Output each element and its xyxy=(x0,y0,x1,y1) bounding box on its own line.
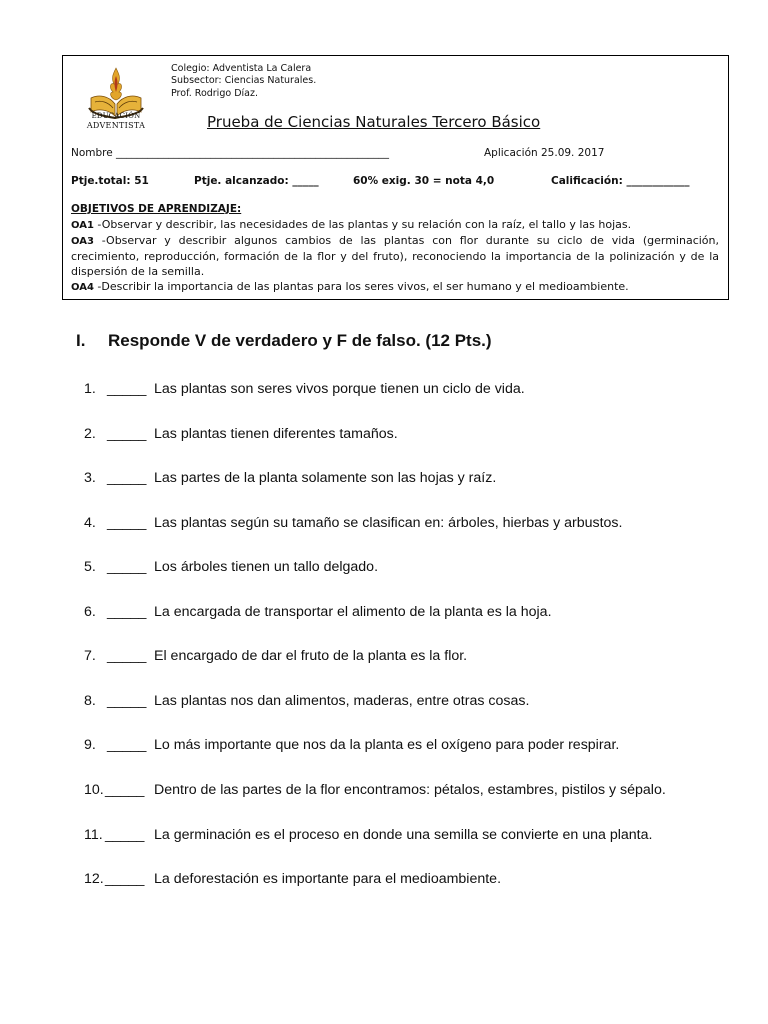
adventist-education-logo-icon xyxy=(83,64,149,142)
application-date: Aplicación 25.09. 2017 xyxy=(484,147,605,159)
question-number: 4. xyxy=(84,514,96,531)
question-number: 7. xyxy=(84,648,96,664)
section-title: Responde V de verdadero y F de falso. (12 Pts.) xyxy=(108,331,492,350)
question-text: La encargada de transportar el alimento de la planta es la hoja. xyxy=(154,603,552,620)
achieved-score-field[interactable]: Ptje. alcanzado: _____ xyxy=(194,175,319,187)
answer-blank[interactable]: _____ xyxy=(107,470,147,486)
grade-field[interactable]: Calificación: ____________ xyxy=(551,175,690,187)
section-number: I. xyxy=(76,331,86,350)
question-number: 5. xyxy=(84,559,96,575)
total-score: Ptje.total: 51 xyxy=(71,175,149,187)
objective-text: -Observar y describir algunos cambios de las plantas con flor durante su ciclo de vida (germinación, crecimiento, reproducción, formación de la flor y del fruto), reconociendo la importancia de la polinización y de la dispersión de la semilla. xyxy=(71,234,719,278)
question-number: 2. xyxy=(84,425,96,442)
answer-blank[interactable]: _____ xyxy=(107,648,147,664)
question-text: Las plantas según su tamaño se clasifican en: árboles, hierbas y arbustos. xyxy=(154,514,623,531)
question-number: 3. xyxy=(84,470,96,486)
answer-blank[interactable]: _____ xyxy=(107,559,147,575)
school-info xyxy=(171,63,316,100)
learning-objectives xyxy=(71,202,719,295)
test-title: Prueba de Ciencias Naturales Tercero Básico xyxy=(207,113,541,131)
objective-code: OA4 xyxy=(71,282,94,293)
objective-text: -Observar y describir, las necesidades de las plantas y su relación con la raíz, el tallo y las hojas. xyxy=(93,218,632,231)
answer-blank[interactable]: _____ xyxy=(107,425,147,442)
question-number: 12. xyxy=(84,871,104,887)
question-number: 1. xyxy=(84,381,96,397)
question-number: 9. xyxy=(84,737,96,753)
objective-item xyxy=(71,217,719,233)
question-text: Las plantas tienen diferentes tamaños. xyxy=(154,425,398,442)
teacher-name: Prof. Rodrigo Díaz. xyxy=(171,87,258,99)
answer-blank[interactable]: _____ xyxy=(105,871,145,887)
question-text: El encargado de dar el fruto de la planta es la flor. xyxy=(154,648,468,664)
answer-blank[interactable]: _____ xyxy=(107,603,147,620)
answer-blank[interactable]: _____ xyxy=(105,782,145,798)
objective-item xyxy=(71,233,719,279)
answer-blank[interactable]: _____ xyxy=(107,692,147,709)
question-text: Las plantas nos dan alimentos, maderas, entre otras cosas. xyxy=(154,692,530,709)
question-number: 6. xyxy=(84,603,96,620)
subject-name: Subsector: Ciencias Naturales. xyxy=(171,75,317,87)
question-text: Las partes de la planta solamente son las hojas y raíz. xyxy=(154,470,497,486)
objective-text: -Describir la importancia de las plantas para los seres vivos, el ser humano y el medioambiente. xyxy=(93,280,629,293)
question-text: La deforestación es importante para el medioambiente. xyxy=(154,871,502,887)
question-text: Los árboles tienen un tallo delgado. xyxy=(154,559,379,575)
objective-item xyxy=(71,279,719,295)
answer-blank[interactable]: _____ xyxy=(107,514,147,531)
objectives-title: OBJETIVOS DE APRENDIZAJE: xyxy=(71,203,242,215)
question-text: Las plantas son seres vivos porque tienen un ciclo de vida. xyxy=(154,381,525,397)
question-text: La germinación es el proceso en donde una semilla se convierte en una planta. xyxy=(154,826,653,843)
objective-code: OA3 xyxy=(71,236,94,247)
logo-text-line2: ADVENTISTA xyxy=(86,121,146,130)
passing-requirement: 60% exig. 30 = nota 4,0 xyxy=(353,175,495,187)
school-name: Colegio: Adventista La Calera xyxy=(171,63,312,74)
question-text: Lo más importante que nos da la planta es el oxígeno para poder respirar. xyxy=(154,737,620,753)
student-name-field[interactable]: Nombre ____________________________________________________ xyxy=(71,147,390,159)
test-header-box xyxy=(62,55,729,300)
question-number: 11. xyxy=(84,826,103,843)
objective-code: OA1 xyxy=(71,220,94,231)
question-number: 10. xyxy=(84,782,104,798)
question-text: Dentro de las partes de la flor encontramos: pétalos, estambres, pistilos y sépalo. xyxy=(154,782,666,798)
answer-blank[interactable]: _____ xyxy=(105,826,145,843)
logo-text-line1: EDUCACIÓN xyxy=(91,112,141,120)
question-number: 8. xyxy=(84,692,96,709)
answer-blank[interactable]: _____ xyxy=(107,737,147,753)
answer-blank[interactable]: _____ xyxy=(107,381,147,397)
